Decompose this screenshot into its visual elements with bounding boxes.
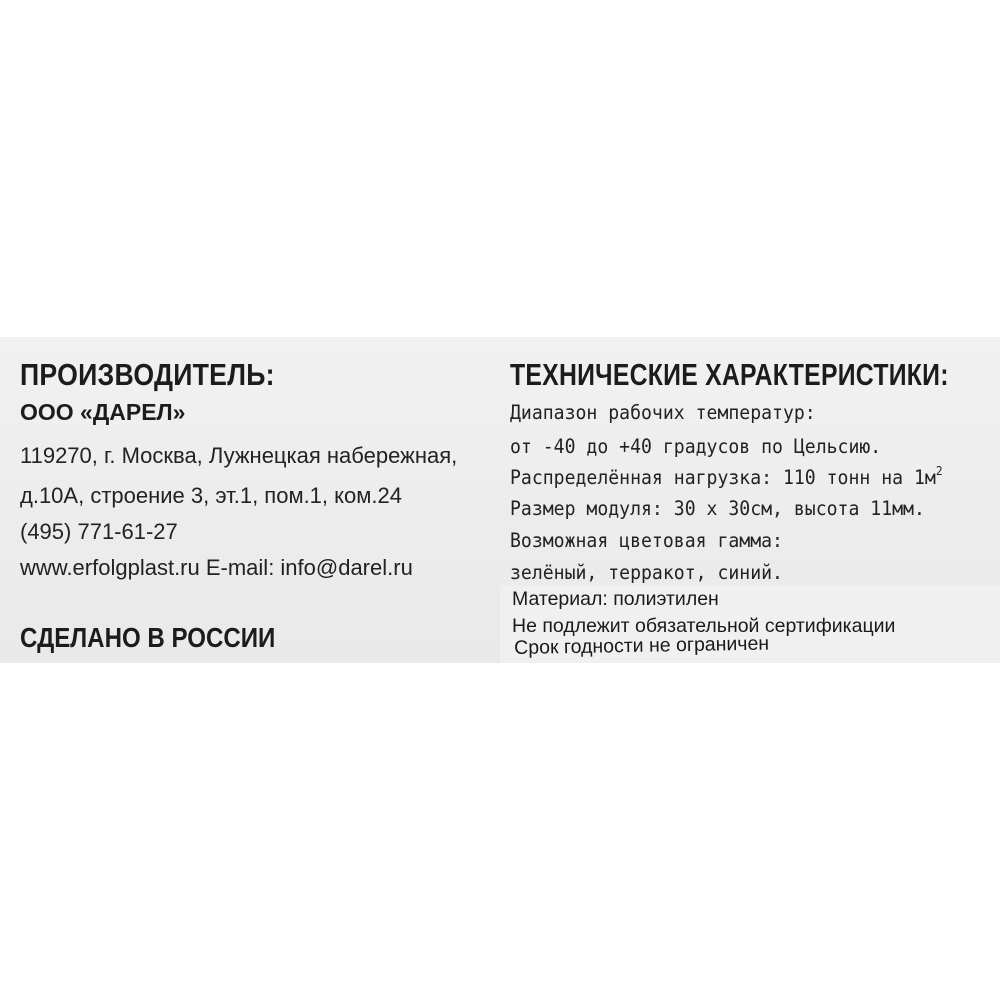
load-text: Распределённая нагрузка: 110 тонн на 1м [510, 466, 936, 489]
phone-number: (495) 771-61-27 [20, 519, 178, 544]
certification-line: Не подлежит обязательной сертификации [512, 615, 896, 637]
load-superscript: 2 [935, 464, 943, 478]
temperature-value: от -40 до +40 градусов по Цельсию. [510, 435, 882, 458]
module-size: Размер модуля: 30 х 30см, высота 11мм. [510, 497, 925, 520]
address-line-2: д.10А, строение 3, эт.1, пом.1, ком.24 [20, 483, 402, 508]
address-line-1: 119270, г. Москва, Лужнецкая набережная, [20, 443, 458, 468]
manufacturer-heading: ПРОИЗВОДИТЕЛЬ: [20, 357, 275, 392]
load-line [510, 464, 943, 489]
web-and-email: www.erfolgplast.ru E-mail: info@darel.ru [20, 555, 413, 580]
color-values: зелёный, терракот, синий. [510, 561, 783, 584]
temperature-label: Диапазон рабочих температур: [510, 401, 816, 424]
material-line: Материал: полиэтилен [512, 588, 719, 610]
sticker-strip [500, 585, 1000, 663]
label-strip [0, 337, 1000, 663]
color-label: Возможная цветовая гамма: [510, 529, 783, 552]
specs-heading: ТЕХНИЧЕСКИЕ ХАРАКТЕРИСТИКИ: [510, 357, 949, 392]
company-name: ООО «ДАРЕЛ» [20, 399, 186, 425]
made-in-russia: СДЕЛАНО В РОССИИ [20, 622, 276, 653]
shelf-life-line: Срок годности не ограничен [514, 632, 770, 659]
